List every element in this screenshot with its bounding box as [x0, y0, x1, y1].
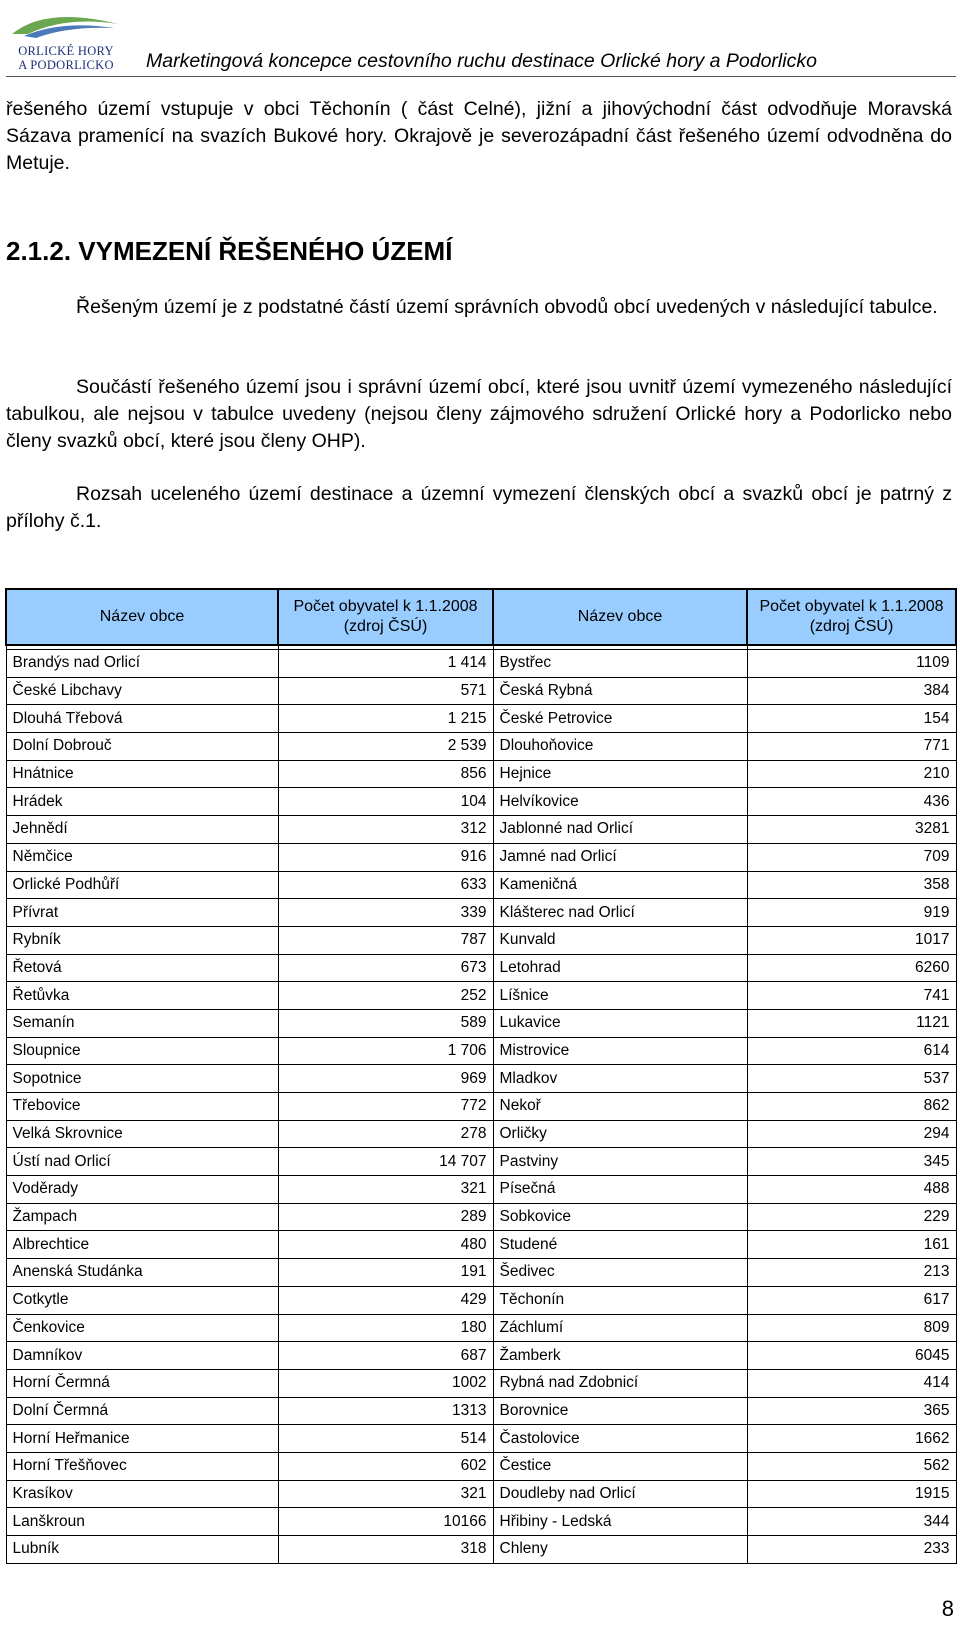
table-row — [6, 1093, 956, 1121]
municipality-name-cell: Kameničná — [493, 871, 747, 899]
table-body — [6, 645, 956, 1563]
table-row — [6, 1120, 956, 1148]
municipality-name-cell: Přívrat — [6, 899, 278, 927]
table-row — [6, 816, 956, 844]
paragraph-drainage: řešeného území vstupuje v obci Těchonín ( část Celné), jižní a jihovýchodní část odvodňuje Moravská Sázava pramenící na svazích Bukové hory. Okrajově je severozápadní část řešeného území odvodněna do Metuje. — [6, 98, 952, 174]
municipality-name-cell: Velká Skrovnice — [6, 1120, 278, 1148]
municipality-name-cell: Čenkovice — [6, 1314, 278, 1342]
municipality-population-table — [5, 588, 957, 1564]
municipality-name-cell: České Petrovice — [493, 705, 747, 733]
municipality-name-cell: Klášterec nad Orlicí — [493, 899, 747, 927]
population-cell: 916 — [278, 843, 493, 871]
table-row — [6, 871, 956, 899]
municipality-name-cell: Dlouhá Třebová — [6, 705, 278, 733]
population-cell: 344 — [747, 1508, 956, 1536]
municipality-name-cell: Brandýs nad Orlicí — [6, 650, 278, 678]
municipality-name-cell: Hrádek — [6, 788, 278, 816]
population-cell: 384 — [747, 677, 956, 705]
population-cell: 633 — [278, 871, 493, 899]
municipality-name-cell: Šedivec — [493, 1259, 747, 1287]
municipality-name-cell: Semanín — [6, 1009, 278, 1037]
municipality-name-cell: Záchlumí — [493, 1314, 747, 1342]
population-cell: 2 539 — [278, 733, 493, 761]
logo-text-line1: ORLICKÉ HORY — [18, 44, 114, 58]
municipality-name-cell: Dolní Čermná — [6, 1397, 278, 1425]
municipality-name-cell: Cotkytle — [6, 1286, 278, 1314]
population-cell: 673 — [278, 954, 493, 982]
population-cell: 180 — [278, 1314, 493, 1342]
table-row — [6, 899, 956, 927]
population-cell: 312 — [278, 816, 493, 844]
population-cell: 488 — [747, 1176, 956, 1204]
table-row — [6, 1480, 956, 1508]
population-cell: 687 — [278, 1342, 493, 1370]
population-cell: 10166 — [278, 1508, 493, 1536]
population-cell: 771 — [747, 733, 956, 761]
population-cell: 229 — [747, 1203, 956, 1231]
table-row — [6, 705, 956, 733]
population-cell: 213 — [747, 1259, 956, 1287]
population-cell: 339 — [278, 899, 493, 927]
municipality-name-cell: Líšnice — [493, 982, 747, 1010]
population-cell: 741 — [747, 982, 956, 1010]
table-row — [6, 788, 956, 816]
municipality-name-cell: Častolovice — [493, 1425, 747, 1453]
municipality-name-cell: Krasíkov — [6, 1480, 278, 1508]
column-header-name-right: Název obce — [493, 589, 747, 645]
population-cell: 365 — [747, 1397, 956, 1425]
population-cell: 321 — [278, 1480, 493, 1508]
population-cell: 809 — [747, 1314, 956, 1342]
table-row — [6, 1425, 956, 1453]
population-cell: 429 — [278, 1286, 493, 1314]
table-row — [6, 1342, 956, 1370]
population-cell: 1 414 — [278, 650, 493, 678]
municipality-name-cell: Horní Čermná — [6, 1369, 278, 1397]
municipality-name-cell: Helvíkovice — [493, 788, 747, 816]
column-header-population-right: Počet obyvatel k 1.1.2008 (zdroj ČSÚ) — [747, 589, 956, 645]
population-cell: 436 — [747, 788, 956, 816]
municipality-name-cell: Orličky — [493, 1120, 747, 1148]
table-row — [6, 1314, 956, 1342]
mountain-swoosh-icon — [6, 4, 126, 44]
population-cell: 345 — [747, 1148, 956, 1176]
population-cell: 252 — [278, 982, 493, 1010]
population-cell: 856 — [278, 760, 493, 788]
population-cell: 862 — [747, 1093, 956, 1121]
municipality-name-cell: Lubník — [6, 1536, 278, 1564]
population-cell: 562 — [747, 1452, 956, 1480]
table-row — [6, 1452, 956, 1480]
population-cell: 571 — [278, 677, 493, 705]
municipality-name-cell: Damníkov — [6, 1342, 278, 1370]
municipality-name-cell: Horní Třešňovec — [6, 1452, 278, 1480]
population-cell: 602 — [278, 1452, 493, 1480]
municipality-name-cell: Lanškroun — [6, 1508, 278, 1536]
destination-logo — [6, 4, 118, 72]
municipality-name-cell: Hnátnice — [6, 760, 278, 788]
population-cell: 6260 — [747, 954, 956, 982]
page-number: 8 — [941, 1596, 954, 1621]
population-cell: 414 — [747, 1369, 956, 1397]
municipality-name-cell: Sobkovice — [493, 1203, 747, 1231]
population-cell: 1002 — [278, 1369, 493, 1397]
municipality-name-cell: Sloupnice — [6, 1037, 278, 1065]
municipality-name-cell: Mladkov — [493, 1065, 747, 1093]
municipality-name-cell: Studené — [493, 1231, 747, 1259]
population-cell: 617 — [747, 1286, 956, 1314]
table-row — [6, 1037, 956, 1065]
municipality-name-cell: Borovnice — [493, 1397, 747, 1425]
municipality-name-cell: Doudleby nad Orlicí — [493, 1480, 747, 1508]
table-row — [6, 1231, 956, 1259]
municipality-name-cell: Dlouhoňovice — [493, 733, 747, 761]
population-cell: 772 — [278, 1093, 493, 1121]
paragraph-included-areas: Součástí řešeného území jsou i správní území obcí, které jsou uvnitř území vymezeného následující tabulkou, ale nejsou v tabulce uvedeny (nejsou členy zájmového sdružení Orlické hory a Podorlicko nebo členy svazků obcí, které jsou členy OHP). — [6, 376, 952, 452]
population-cell: 289 — [278, 1203, 493, 1231]
municipality-name-cell: Čestice — [493, 1452, 747, 1480]
municipality-name-cell: Bystřec — [493, 650, 747, 678]
population-cell: 154 — [747, 705, 956, 733]
table-row — [6, 1286, 956, 1314]
population-cell: 233 — [747, 1536, 956, 1564]
municipality-name-cell: Kunvald — [493, 926, 747, 954]
population-cell: 358 — [747, 871, 956, 899]
column-header-name-left: Název obce — [6, 589, 278, 645]
municipality-name-cell: Třebovice — [6, 1093, 278, 1121]
municipality-name-cell: Rybník — [6, 926, 278, 954]
table-row — [6, 733, 956, 761]
population-cell: 161 — [747, 1231, 956, 1259]
table-row — [6, 760, 956, 788]
municipality-name-cell: Jehnědí — [6, 816, 278, 844]
population-cell: 514 — [278, 1425, 493, 1453]
municipality-name-cell: Žampach — [6, 1203, 278, 1231]
population-cell: 278 — [278, 1120, 493, 1148]
document-header-title: Marketingová koncepce cestovního ruchu destinace Orlické hory a Podorlicko — [146, 50, 817, 72]
population-cell: 321 — [278, 1176, 493, 1204]
paragraph-appendix-reference: Rozsah uceleného území destinace a územní vymezení členských obcí a svazků obcí je patrný z přílohy č.1. — [6, 483, 952, 532]
population-cell: 1109 — [747, 650, 956, 678]
municipality-name-cell: Žamberk — [493, 1342, 747, 1370]
table-row — [6, 982, 956, 1010]
header-divider — [6, 76, 956, 77]
population-cell: 104 — [278, 788, 493, 816]
population-cell: 1313 — [278, 1397, 493, 1425]
table-row — [6, 926, 956, 954]
population-cell: 969 — [278, 1065, 493, 1093]
population-cell: 589 — [278, 1009, 493, 1037]
population-cell: 1915 — [747, 1480, 956, 1508]
paragraph-territory: Řešeným území je z podstatné částí území správních obvodů obcí uvedených v následující tabulce. — [76, 296, 938, 318]
municipality-name-cell: Orlické Podhůří — [6, 871, 278, 899]
municipality-name-cell: Písečná — [493, 1176, 747, 1204]
table-row — [6, 1259, 956, 1287]
table-row — [6, 1536, 956, 1564]
municipality-name-cell: Řetová — [6, 954, 278, 982]
municipality-name-cell: Hřibiny - Ledská — [493, 1508, 747, 1536]
population-cell: 1 215 — [278, 705, 493, 733]
table-row — [6, 1009, 956, 1037]
population-cell: 1 706 — [278, 1037, 493, 1065]
population-cell: 14 707 — [278, 1148, 493, 1176]
municipality-name-cell: Těchonín — [493, 1286, 747, 1314]
municipality-name-cell: Jablonné nad Orlicí — [493, 816, 747, 844]
population-cell: 1017 — [747, 926, 956, 954]
municipality-name-cell: Pastviny — [493, 1148, 747, 1176]
table-row — [6, 843, 956, 871]
municipality-name-cell: Sopotnice — [6, 1065, 278, 1093]
population-cell: 919 — [747, 899, 956, 927]
population-cell: 3281 — [747, 816, 956, 844]
section-heading: 2.1.2. VYMEZENÍ ŘEŠENÉHO ÚZEMÍ — [6, 236, 453, 266]
population-cell: 1121 — [747, 1009, 956, 1037]
population-cell: 6045 — [747, 1342, 956, 1370]
municipality-name-cell: Voděrady — [6, 1176, 278, 1204]
population-cell: 537 — [747, 1065, 956, 1093]
municipality-name-cell: Hejnice — [493, 760, 747, 788]
municipality-name-cell: Nekoř — [493, 1093, 747, 1121]
municipality-name-cell: Albrechtice — [6, 1231, 278, 1259]
municipality-name-cell: Mistrovice — [493, 1037, 747, 1065]
logo-text-line2: A PODORLICKO — [18, 58, 114, 72]
municipality-name-cell: České Libchavy — [6, 677, 278, 705]
municipality-name-cell: Horní Heřmanice — [6, 1425, 278, 1453]
municipality-name-cell: Lukavice — [493, 1009, 747, 1037]
municipality-name-cell: Chleny — [493, 1536, 747, 1564]
municipality-name-cell: Řetůvka — [6, 982, 278, 1010]
municipality-name-cell: Němčice — [6, 843, 278, 871]
population-cell: 191 — [278, 1259, 493, 1287]
population-cell: 709 — [747, 843, 956, 871]
municipality-name-cell: Rybná nad Zdobnicí — [493, 1369, 747, 1397]
municipality-name-cell: Anenská Studánka — [6, 1259, 278, 1287]
table-row — [6, 1176, 956, 1204]
table-row — [6, 954, 956, 982]
municipality-name-cell: Letohrad — [493, 954, 747, 982]
population-cell: 210 — [747, 760, 956, 788]
table-header-row — [6, 589, 956, 645]
table-row — [6, 1203, 956, 1231]
table-row — [6, 1508, 956, 1536]
population-cell: 318 — [278, 1536, 493, 1564]
population-cell: 1662 — [747, 1425, 956, 1453]
table-row — [6, 1148, 956, 1176]
table-row — [6, 650, 956, 678]
population-cell: 787 — [278, 926, 493, 954]
municipality-name-cell: Ústí nad Orlicí — [6, 1148, 278, 1176]
column-header-population-left: Počet obyvatel k 1.1.2008 (zdroj ČSÚ) — [278, 589, 493, 645]
municipality-name-cell: Česká Rybná — [493, 677, 747, 705]
table-row — [6, 1397, 956, 1425]
table-row — [6, 1369, 956, 1397]
population-cell: 614 — [747, 1037, 956, 1065]
table-row — [6, 1065, 956, 1093]
population-cell: 294 — [747, 1120, 956, 1148]
municipality-name-cell: Jamné nad Orlicí — [493, 843, 747, 871]
population-cell: 480 — [278, 1231, 493, 1259]
table-row — [6, 677, 956, 705]
municipality-name-cell: Dolní Dobrouč — [6, 733, 278, 761]
